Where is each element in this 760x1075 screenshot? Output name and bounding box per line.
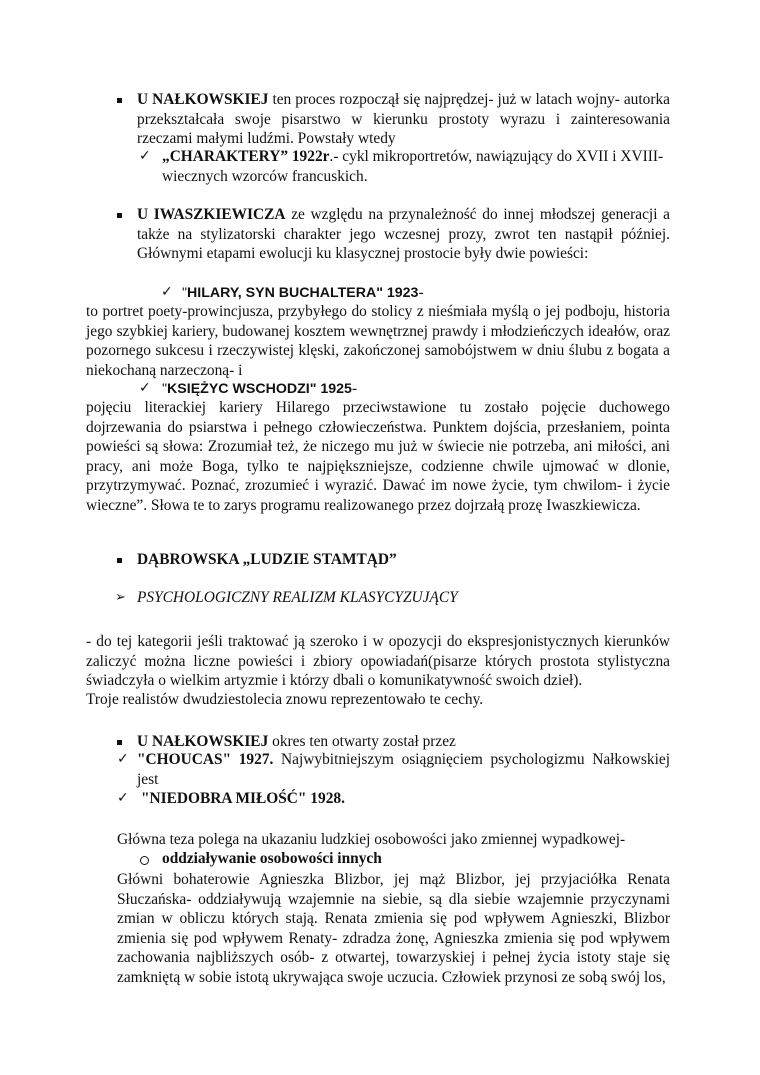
checkmark-icon: ✓: [139, 380, 151, 396]
section-heading: PSYCHOLOGICZNY REALIZM KLASYCYZUJĄCY: [137, 589, 458, 606]
checkmark-icon: ✓: [117, 790, 129, 806]
checkmark-icon: ✓: [161, 284, 173, 300]
main-thesis: Główna teza polega na ukazaniu ludzkiej osobowości jako zmiennej wypadkowej-: [117, 831, 626, 848]
nalkowska-intro: U NAŁKOWSKIEJ ten proces rozpoczął się najprędzej- już w latach wojny- autorka przekształcała swoje pisarstwo w kierunku prostoty wyrazu i zainteresowania rzeczami małymi ludźmi. Powstały wtedy: [137, 91, 670, 148]
bullet-square-icon: [117, 98, 122, 103]
ksiezyc-title: "KSIĘŻYC WSCHODZI" 1925-: [162, 380, 358, 397]
bullet-square-icon: [117, 740, 122, 745]
category-paragraph: - do tej kategorii jeśli traktować ją szeroko i w opozycji do ekspresjonistycznych kierunków zaliczyć można liczne powieści i zbiory opowiadań(pisarze których prostota stylistyczna świadczyła o wielkim artyzmie i którzy dbali o komunikatywność swoich dzieł).: [86, 633, 670, 690]
hilary-description: to portret poety-prowincjusza, przybyłego do stolicy z nieśmiała myślą o jej podboju, historia jego szybkiej kariery, budowanej kosztem wewnętrznej prawdy i młodzieńczych ideałów, oraz pozornego sukcesu i rzeczywistej klęski, zakończonej samobójstwem w dniu ślubu z bogata a niekochaną narzeczoną- i: [86, 303, 670, 379]
bullet-square-icon: [117, 213, 122, 218]
niedobra-item: "NIEDOBRA MIŁOŚĆ" 1928.: [141, 790, 345, 807]
dabrowska-item: DĄBROWSKA „LUDZIE STAMTĄD”: [137, 551, 397, 568]
choucas-item: "CHOUCAS" 1927. Najwybitniejszym osiągnięciem psychologizmu Nałkowskiej jest: [137, 751, 670, 788]
arrow-bullet-icon: ➢: [115, 590, 126, 605]
ksiezyc-description: pojęciu literackiej kariery Hilarego przeciwstawione tu zostało pojęcie duchowego dojrzewania do psiarstwa i pełnego człowieczeństwa. Punktem dojścia, przesłaniem, pointa powieści są słowa: Zrozumiał też, że niczego mu już w świecie nie potrzeba, ani miłości, ani pracy, ani może Boga, tylko te najpiększniejsze, codzienne chwile ujmować w dlonie, przytrzymywać. Poznać, zrozumieć i wyrazić. Dawać im nowe życie, tym chwilom- i życie wieczne”. Słowa te to zarys programu realizowanego przez dojrzałą prozę Iwaszkiewicza.: [86, 399, 670, 514]
checkmark-icon: ✓: [139, 148, 151, 164]
circle-bullet-icon: [140, 856, 149, 865]
bullet-square-icon: [117, 558, 122, 563]
charaktery-item: „CHARAKTERY” 1922r.- cykl mikroportretów, nawiązujący do XVII i XVIII-wiecznych wzorców francuskich.: [162, 148, 664, 185]
influence-subitem: oddziaływanie osobowości innych: [162, 850, 382, 867]
characters-paragraph: Główni bohaterowie Agnieszka Blizbor, jej mąż Blizbor, jej przyjaciółka Renata Słuczańska- oddziaływują wzajemnie na siebie, są dla siebie wzajemnie przyczynami zmian w obliczu których stają. Renata zmienia się pod wpływem Agnieszki, Blizbor zmienia się pod wpływem Renaty- zdradza żonę, Agnieszka zmienia się pod wpływem zachowania najbliższych osób- z otwartej, towarzyskiej i pełnej życia istoty staje się zamkniętą w sobie istotą ukrywająca swoje uczucia. Człowiek przynosi ze sobą swój los,: [117, 871, 670, 986]
iwaszkiewicz-intro: U IWASZKIEWICZA ze względu na przynależność do innej młodszej generacji a także na stylizatorski charakter jego wczesnej prozy, zwrot ten nastąpił później. Głównymi etapami ewolucji ku klasycznej prostocie były dwie powieści:: [137, 206, 670, 263]
hilary-title: "HILARY, SYN BUCHALTERA" 1923-: [182, 284, 424, 301]
realists-paragraph: Troje realistów dwudziestolecia znowu reprezentowało te cechy.: [86, 691, 484, 708]
checkmark-icon: ✓: [117, 751, 129, 767]
nalkowska-period: U NAŁKOWSKIEJ okres ten otwarty został przez: [137, 733, 456, 750]
